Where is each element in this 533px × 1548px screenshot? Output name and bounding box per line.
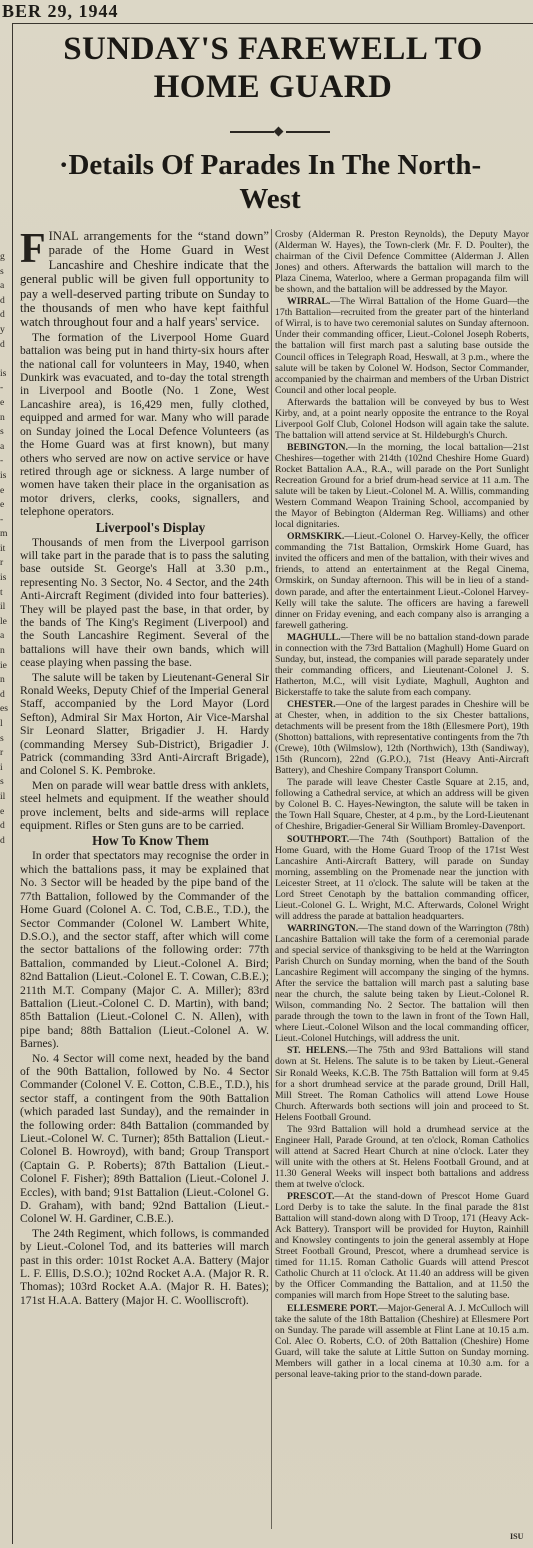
paragraph-chester (275, 699, 529, 776)
paragraph: Thousands of men from the Liverpool garrison will take part in the parade that is to pass the saluting base outside St. George's Hall at 3.30 p.m., representing No. 3 Sector, No. 4 Sector, and the 24th Anti-Aircraft Regiment (divided into four batteries). They will be played past the base, in that order, by the bands of The King's Regiment (Liverpool) and the South Lancashire Regiment. Several of the battalions will have their own bands, which will cease playing when passing the base. (20, 535, 269, 670)
paragraph: The 93rd Battalion will hold a drumhead service at the Engineer Hall, Parade Ground, at ten o'clock, Roman Catholics will attend at Sacred Heart Church at nine o'clock. Later they will unite with the others at St. Helens Football Ground, and at 11.30 General Weeks will inspect both battalions and address them at twelve o'clock. (275, 1123, 529, 1190)
article-column-2 (275, 229, 529, 1541)
gutter-fragment: y (0, 323, 5, 335)
gutter-fragment: a (0, 630, 5, 642)
gutter-fragment: a (0, 280, 5, 292)
paragraph-text: —Lieut.-Colonel O. Harvey-Kelly, the officer commanding the 71st Battalion, Ormskirk Home Guard, has invited the officers and men of the battalion, with their wives and friends, to attend an entertainment at the Regal Cinema, Ormskirk, on Sunday afternoon. This will be in lieu of a stand-down parade, and after the entertainment Lieut.-Colonel Harvey-Kelly will take the salute. The officers are having a farewell dinner on Friday evening, and each company also is arranging a farewell gathering. (275, 531, 529, 631)
gutter-fragment: l (0, 718, 3, 729)
gutter-fragment: is (0, 572, 7, 584)
gutter-fragment: s (0, 732, 4, 744)
gutter-fragment: e (0, 484, 5, 496)
paragraph-ellesmere-port (275, 1303, 529, 1380)
paragraph-st-helens (275, 1045, 529, 1122)
paragraph-text: —At the stand-down of Prescot Home Guard Lord Derby is to take the salute. In the final parade the 81st Battalion will stand-down along with D Troop, 171 (Heavy Ack-Ack Battery). Transport will be provided for Huyton, Rainhill and Knowsley contingents to join the general assembly at Hope Street Football Ground, Prescot, where a drumhead service is timed for 11.15. Roman Catholic Guards will attend Prescot Catholic Church at 11 o'clock. At 11.40 an address will be given by the Officer Commanding the Battalion, and at 11.50 the companies will march from Hope Street to the saluting base. (275, 1191, 529, 1302)
paragraph-maghull (275, 632, 529, 698)
left-column-rule (12, 24, 13, 1544)
paragraph-warrington (275, 923, 529, 1045)
paragraph: The 24th Regiment, which follows, is commanded by Lieut.-Colonel Tod, and its batteries will march past in this order: 101st Rocket A.A. Battery (Major L. F. Ellis, D.S.O.); 102nd Rocket A.A. (Major R. R. Thomas); 103rd Rocket A.A. (Major R. H. Bates); 171st H.A.A. Battery (Major H. C. Woolliscroft). (20, 1226, 269, 1307)
paragraph-text: —In the morning, the local battalion—21st Cheshires—together with 214th (102nd Cheshire Home Guard) Rocket Battalion A.A., R.A., will parade on the Port Sunlight Recreation Ground for a brief drum-head service at 11 a.m. The salute will be taken by Lieut.-Colonel M. A. Willis, commanding Western Command Weapon Training School, accompanied by the Mayor of Bebington (Alderman Reg. Williams) and other local dignitaries. (275, 441, 529, 531)
gutter-fragment: e (0, 499, 5, 511)
place-name: ORMSKIRK. (287, 531, 345, 543)
paragraph-bebington (275, 442, 529, 530)
paragraph-text: —Major-General A. J. McCulloch will take the salute of the 18th Battalion (Cheshire) at Ellesmere Port on Sunday. The parade will assemble at Flint Lane at 10.15 a.m. Col. Alec O. Roberts, C.O. of 20th Battalion (Cheshire) Home Guard, will take the salute at Little Sutton on Sunday morning. Members will gather in a local cinema at 10.30 a.m. for a personal leave-taking prior to the stand-down parade. (275, 1302, 529, 1380)
gutter-fragment: is (0, 367, 7, 379)
gutter-fragment: d (0, 309, 5, 321)
gutter-fragment: - (0, 513, 4, 525)
lead-text: INAL arrangements for the “stand down” parade of the Home Guard in West Lancashire and Cheshire indicate that the general public will be given full opportunity to pay a well-deserved parting tribute on Sunday to the thousands of men who have kept faithful watch throughout four and a half years' service. (20, 229, 269, 330)
headline: SUNDAY'S FAREWELL TO HOME GUARD (63, 31, 483, 105)
paragraph-text: —The Wirral Battalion of the Home Guard—the 17th Battalion—recruited from the greater part of the hinterland of Wirral, is to have two ceremonial salutes on Sunday afternoon. Under their commanding officer, Lieut.-Colonel Joseph Roberts, the battalion will first march past a saluting base outside the Council offices in Telegraph Road, Heswall, at 3 p.m., where the salute will be taken by Colonel W. Hodson, Sector Commander, accompanied by the chairman and members of the Urban District Council and other local people. (275, 296, 529, 396)
place-name: ST. HELENS. (287, 1045, 348, 1057)
paragraph-text: —The stand down of the Warrington (78th) Lancashire Battalion will take the form of a ceremonial parade and special service of thanksgiving to be held at the Warrington Parish Church on Sunday morning, when the band of the South Lancashire Regiment will accompany the singing of the hymns. After the service the battalion will march past a saluting base near the church, the salute being taken by Lieut.-Colonel R. Wilson, commanding No. 2 Sector. The battalion will then parade through the town to the lawn in front of the Town Hall, where Lieut.-Colonel Wilson and the local commanding officer, Lieut.-Colonel Hutchings, will address the unit. (275, 922, 529, 1045)
place-name: CHESTER. (287, 698, 336, 710)
gutter-fragment: il (0, 601, 6, 613)
gutter-fragment: m (0, 528, 8, 540)
gutter-fragment: es (0, 703, 8, 715)
article-column-1 (20, 229, 269, 1541)
place-name: WIRRAL. (287, 296, 331, 308)
gutter-fragment: ie (0, 659, 7, 671)
gutter-fragment: - (0, 382, 4, 394)
paragraph: The salute will be taken by Lieutenant-General Sir Ronald Weeks, Deputy Chief of the Imperial General Staff, accompanied by the Lord Mayor (Lord Sefton), Admiral Sir Max Horton, Air Vice-Marshal Sir Leonard Slatter, Brigadier J. H. Hardy (commanding Mersey Sub-District), Brigadier J. Patrick (commanding 33rd Anti-Aircraft Brigade), and Colonel S. K. Pembroke. (20, 670, 269, 778)
paragraph-text: —The 74th (Southport) Battalion of the Home Guard, with the Home Guard Troop of the 171st West Lancashire Anti-Aircraft Battery, will parade on Sunday morning, assembling on the Promenade near the junction with Leicester Street, at 11 o'clock. The salute will be taken at the Lord Street Cenotaph by the battalion commanding officer, Lieut.-Colonel G. L. Wright, M.C. Afterwards, Colonel Wright will address the parade at battalion headquarters. (275, 833, 529, 922)
gutter-fragment: d (0, 688, 5, 700)
adjacent-column-fragment (0, 250, 11, 1540)
paragraph: Afterwards the battalion will be conveyed by bus to West Kirby, and, at a point nearly opposite the entrance to the Royal Liverpool Golf Club, Colonel Hodson will again take the salute. The battalion will attend service at St. Hildeburgh's Church. (275, 396, 529, 441)
gutter-fragment: d (0, 820, 5, 832)
gutter-fragment: il (0, 790, 6, 802)
gutter-fragment: - (0, 455, 4, 467)
gutter-fragment: e (0, 396, 5, 408)
paragraph-southport (275, 834, 529, 922)
column-rule (271, 229, 272, 1529)
gutter-fragment: n (0, 674, 5, 686)
gutter-fragment: d (0, 294, 5, 306)
gutter-fragment: e (0, 805, 5, 817)
gutter-fragment: n (0, 645, 5, 657)
gutter-fragment: is (0, 469, 7, 481)
gutter-fragment: d (0, 338, 5, 350)
paragraph-text: —One of the largest parades in Cheshire will be at Chester, when, in addition to the six Chester battalions, detachments will be present from the 18th (Ellesmere Port), 19th (Shotton) battalions, with representative contingents from the 7th (Crewe), 10th (Wilmslow), 12th (Northwich), 13th (Sandiway), 15th (Runcorn), 22nd (G.P.O.), 71st (Heavy Anti-Aircraft Battery), and Cheshire Company Transport Column. (275, 698, 529, 777)
paragraph: Crosby (Alderman R. Preston Reynolds), the Deputy Mayor (Alderman W. Hayes), the Town-clerk (Mr. F. D. Poulter), the chairman of the Civil Defence Committee (Alderman J. Allen Jones) and others. Afterwards the battalion will march to the Plaza Cinema, Waterloo, where a German propaganda film will be shown, and the battalion will be addressed by the Mayor. (275, 229, 529, 296)
ornament-diamond-icon (274, 127, 284, 137)
paragraph-text: —The 75th and 93rd Battalions will stand down at St. Helens. The salute is to be taken by Lieut.-General Sir Ronald Weeks, K.C.B. The 75th Battalion will form at 9.45 for a short drumhead service at the parade ground, Drill Hall, Mill Street. The Roman Catholics will attend Lowe House Church. Afterwards both sections will join and proceed to St. Helens Football Ground. (275, 1045, 529, 1123)
gutter-fragment: g (0, 251, 5, 262)
place-name: BEBINGTON. (287, 441, 348, 453)
place-name: ELLESMERE PORT. (287, 1302, 379, 1314)
paragraph-wirral (275, 296, 529, 395)
drop-cap: F (20, 229, 46, 272)
paragraph: The parade will leave Chester Castle Square at 2.15, and, following a Cathedral service, at which an address will be given by Colonel B. C. Hayes-Newington, the salute will be taken in the Town Hall Square, Chester, at 4 p.m., by the Lord-Lieutenant of Cheshire, Brigadier-General Sir William Bromley-Davenport. (275, 777, 529, 833)
gutter-fragment: i (0, 761, 3, 773)
ornament-bar-left (230, 131, 274, 133)
paragraph: No. 4 Sector will come next, headed by the band of the 90th Battalion, followed by No. 4 Sector Commander (Colonel V. E. Cotton, C.B.E., T.D.), his sector staff, a contingent from the 90th Battalion (which paraded last Sunday), and the remainder in the following order: 84th Battalion (commanded by Lieut.-Colonel W. C. Turner); 85th Battalion (Lieut.-Colonel B. Howroyd), with band; Group Transport (Captain G. P. Roberts); 87th Battalion (Lieut.-Colonel F. Fisher); 89th Battalion (Lieut.-Colonel J. Eccles), with band; 91st Battalion (Lieut.-Colonel G. D. Graham), with band; 92nd Battalion (Lieut.-Colonel W. H. Gardiner, C.B.E.). (20, 1051, 269, 1226)
gutter-fragment: t (0, 586, 3, 598)
paragraph: Men on parade will wear battle dress with anklets, steel helmets and equipment. If the weather should prove inclement, belts and side-arms will replace equipment. Rifles or Sten guns are to be carried. (20, 778, 269, 833)
paragraph: In order that spectators may recognise the order in which the battalions pass, it may be explained that No. 3 Sector will be headed by the pipe band of the 77th Battalion, followed by the Commander of the Home Guard (Colonel A. C. Tod, C.B.E., T.D.), the Sector Commander (Colonel W. Lambert White, D.S.O.), and the sector staff, after which will come the sector battalions of the following order: 77th Battalion, commanded by Lieut.-Colonel A. Bird; 82nd Battalion (Lieut.-Colonel E. T. Cowan, C.B.E.); 211th M.T. Company (Major C. A. Miller); 83rd Battalion (Lieut.-Colonel C. D. Martin), with band; 85th Battalion (Lieut.-Colonel C. N. Allen), with pipe band; 88th Battalion (Lieut.-Colonel A. W. Barnes). (20, 849, 269, 1051)
place-name: SOUTHPORT. (287, 833, 350, 845)
place-name: WARRINGTON. (287, 922, 359, 934)
gutter-fragment: r (0, 557, 4, 569)
divider-ornament (230, 128, 330, 136)
gutter-fragment: le (0, 615, 7, 627)
lead-paragraph (20, 229, 269, 330)
place-name: PRESCOT. (287, 1191, 335, 1203)
page-fragment-text: ISU (510, 1532, 524, 1541)
place-name: MAGHULL. (287, 631, 341, 643)
gutter-fragment: s (0, 776, 4, 788)
section-heading: Liverpool's Display (95, 519, 206, 535)
paragraph-ormskirk (275, 531, 529, 630)
gutter-fragment: a (0, 440, 5, 452)
subheadline: ·Details Of Parades In The North-West (58, 149, 482, 215)
gutter-fragment: r (0, 747, 4, 759)
ornament-bar-right (286, 131, 330, 133)
gutter-fragment: d (0, 834, 5, 846)
gutter-fragment (0, 352, 11, 367)
gutter-fragment: s (0, 265, 4, 277)
section-heading: How To Know Them (92, 833, 209, 849)
paragraph-text: —There will be no battalion stand-down parade in connection with the 73rd Battalion (Maghull) Home Guard on Sunday, but, instead, the companies will parade separately under their commanding officers, and Lieutenant-Colonel J. S. Hatherton, M.C., will visit Lydiate, Maghull, Aughton and Bickerstaffe to take the salute from each company. (275, 631, 529, 698)
top-rule (12, 23, 533, 24)
paragraph-prescot (275, 1191, 529, 1301)
paragraph: The formation of the Liverpool Home Guard battalion was being put in hand thirty-six hours after the national call for volunteers in May, 1940, when Dunkirk was evacuated, and to-day the total strength in Liverpool and Bootle (No. 1 Zone, West Lancashire area), is 16,429 men, fully clothed, equipped and armed for war. Many who will parade on Sunday joined the Local Defence Volunteers (as the Home Guard was at first known), but many others who served are now on active service or have retired through age or sickness. A large number of women have taken their place in the organisation as motor drivers, clerks, cooks, signallers, and telephone operators. (20, 330, 269, 519)
date-masthead: BER 29, 1944 (2, 1, 119, 21)
gutter-fragment: s (0, 426, 4, 438)
gutter-fragment: n (0, 411, 5, 423)
gutter-fragment: it (0, 542, 6, 554)
